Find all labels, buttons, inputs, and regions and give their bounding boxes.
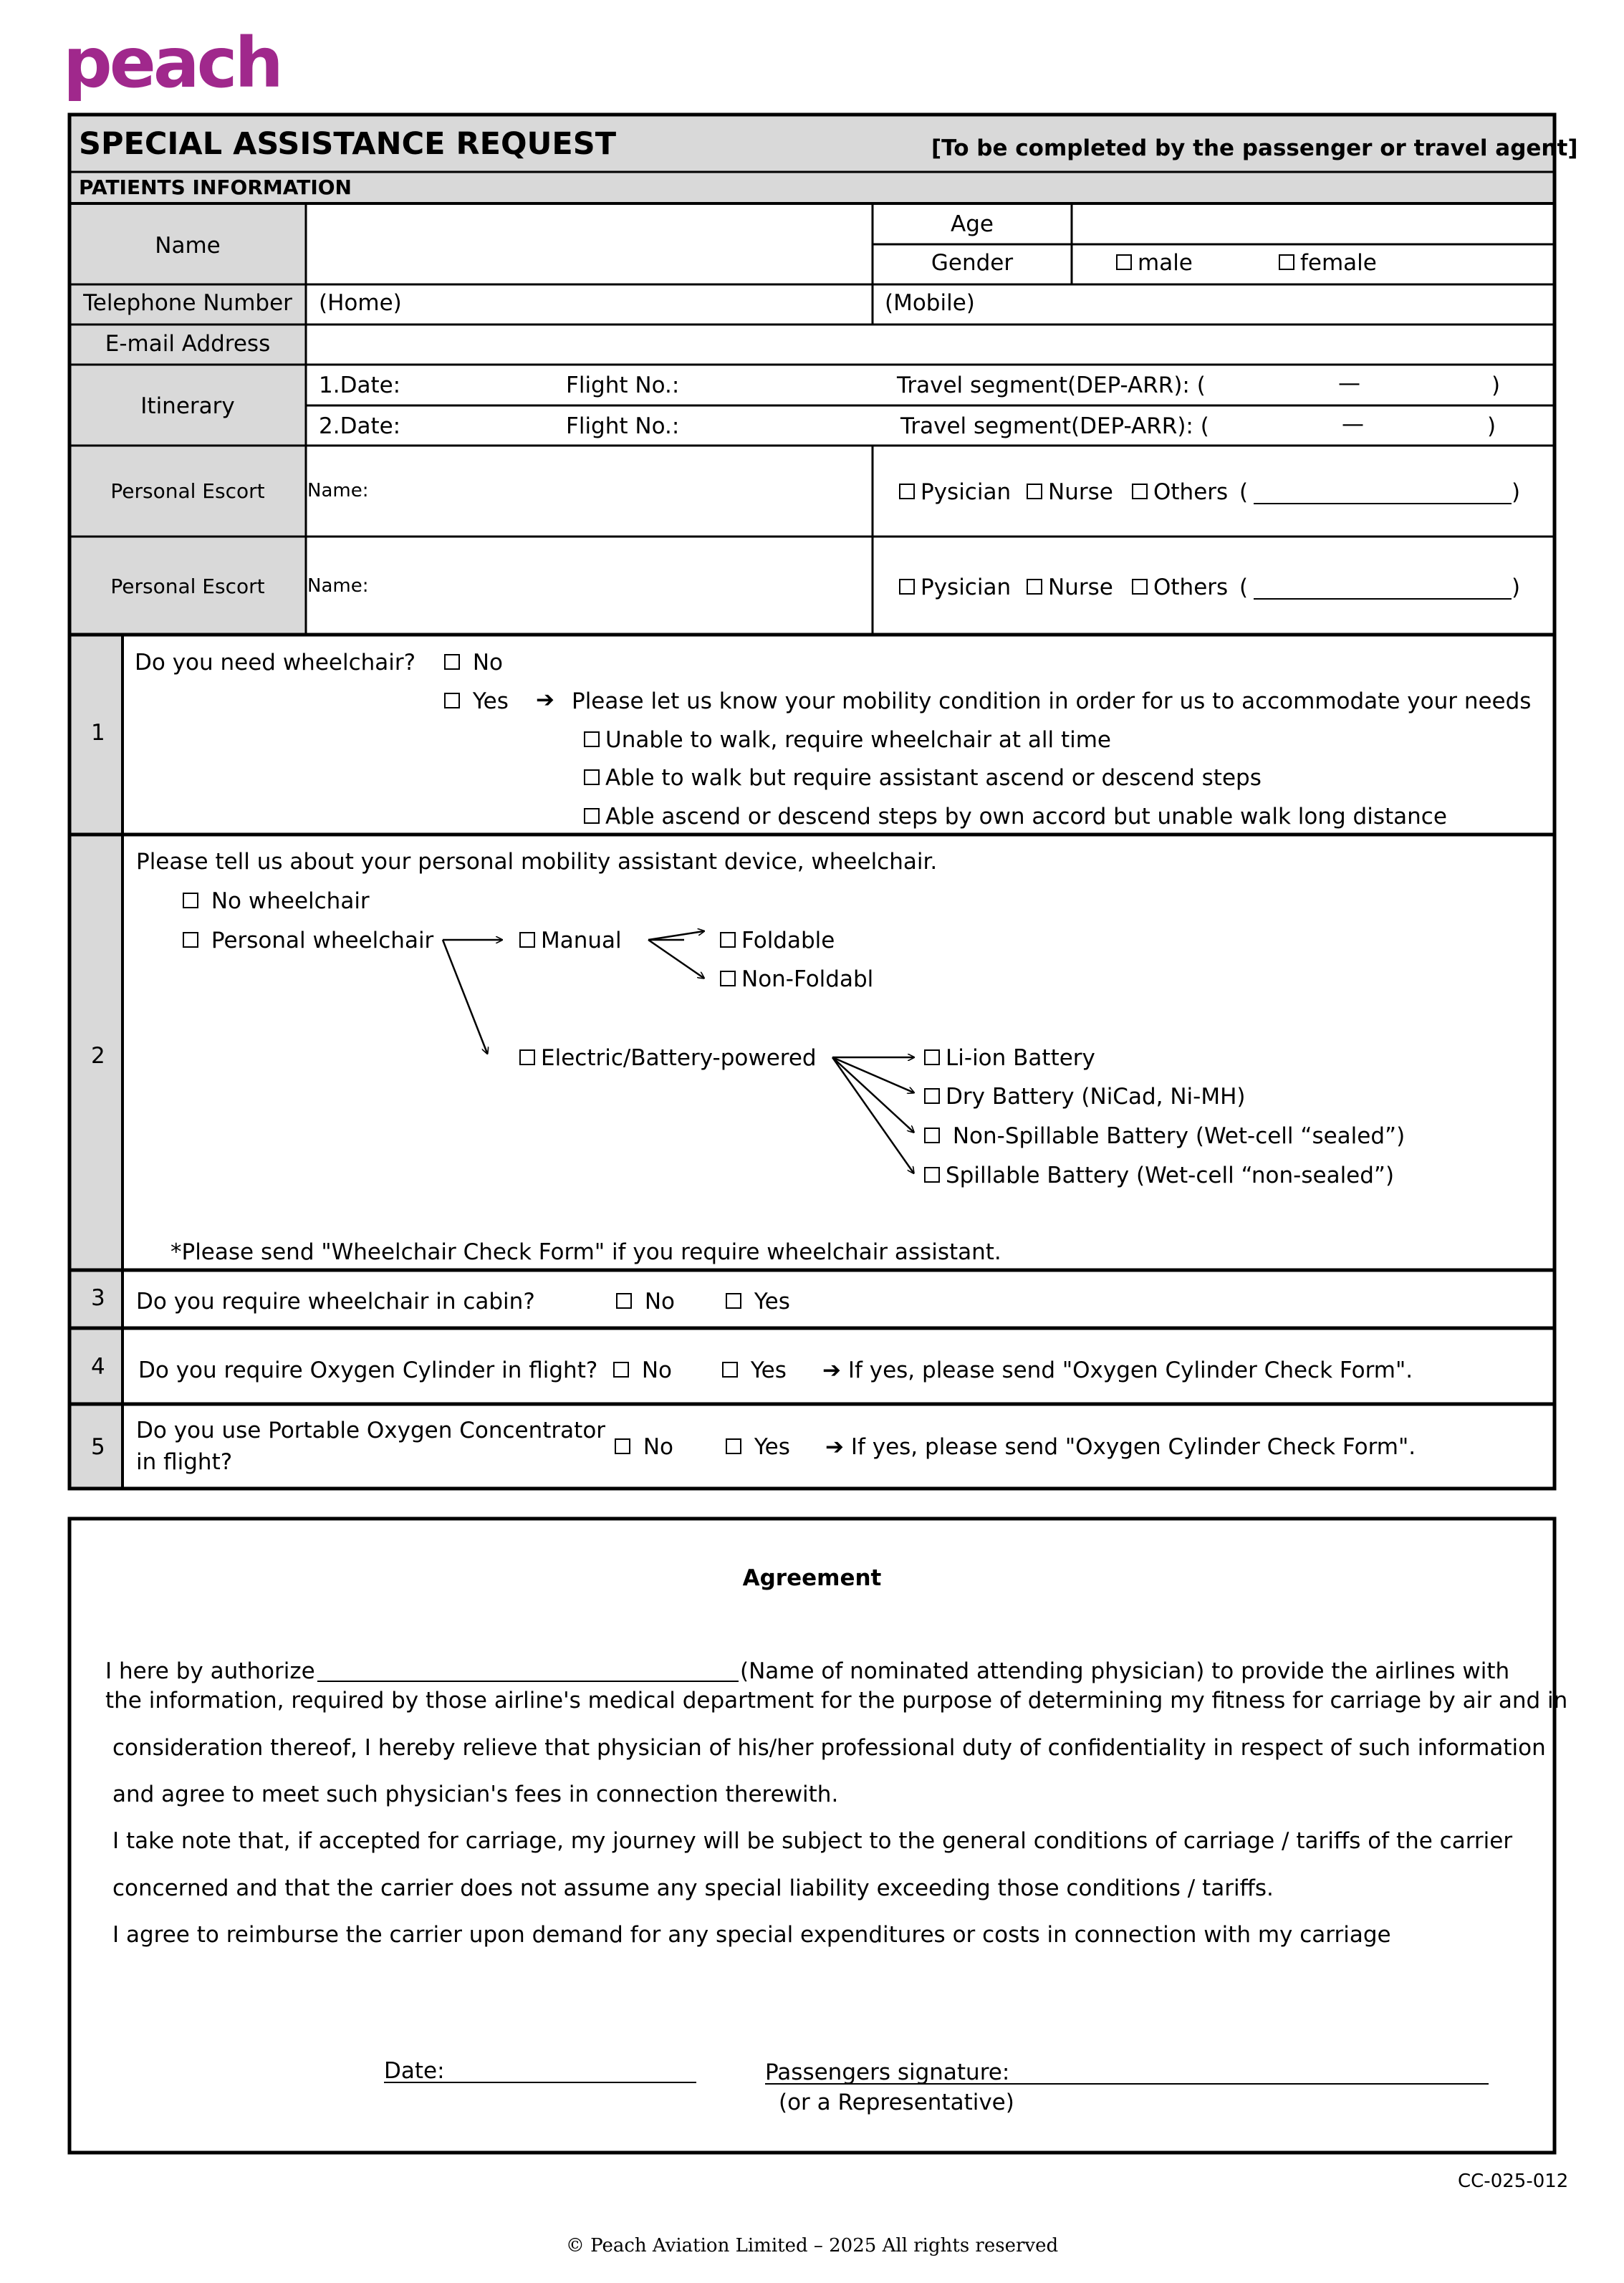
escort1-physician-label: Pysician (921, 479, 1012, 505)
q5-note: ➔ If yes, please send "Oxygen Cylinder Check Form". (825, 1434, 1416, 1460)
q1-yes-label: Yes (472, 688, 509, 714)
escort1-nurse-label: Nurse (1048, 479, 1113, 505)
q5-no-label: No (643, 1434, 674, 1460)
escort1-others-open: ( (1239, 479, 1249, 505)
q4-yes-option[interactable] (722, 1357, 787, 1383)
q2-electric-label: Electric/Battery-powered (541, 1045, 817, 1071)
gender-label: Gender (931, 250, 1014, 276)
email-label: E-mail Address (105, 331, 271, 357)
q4-yes-label: Yes (750, 1357, 787, 1383)
q1-option-3-label: Able ascend or descend steps by own accord but unable walk long distance (605, 804, 1447, 830)
q3-yes-option[interactable] (726, 1291, 790, 1313)
escort2-physician-label: Pysician (921, 575, 1012, 600)
escort1-name-field[interactable]: Name: (307, 480, 369, 501)
q2-personal-wheelchair-label: Personal wheelchair (211, 928, 434, 953)
escort1-others-label: Others (1153, 479, 1229, 505)
itinerary1-close: ) (1491, 373, 1501, 398)
q5-no-checkbox[interactable] (615, 1438, 630, 1454)
q2-number: 2 (91, 1043, 105, 1069)
agreement-line2: the information, required by those airline's medical department for the purpose of determining my fitness for carriage by air and in (105, 1688, 1568, 1714)
q1-no-label: No (472, 650, 504, 676)
peach-logo: peach (63, 23, 281, 103)
escort2-others-close: ) (1512, 575, 1521, 600)
male-label: male (1138, 250, 1193, 276)
q2-manual-label: Manual (541, 928, 622, 953)
q3-text: Do you require wheelchair in cabin? (136, 1289, 535, 1314)
section-title: PATIENTS INFORMATION (79, 176, 352, 199)
agreement-line4: and agree to meet such physician's fees in connection therewith. (112, 1782, 839, 1807)
name-label: Name (155, 233, 221, 259)
q2-battery-liion-label: Li-ion Battery (946, 1045, 1095, 1071)
q5-text-line1: Do you use Portable Oxygen Concentrator (136, 1418, 606, 1443)
itinerary2-date[interactable]: 2.Date: (319, 413, 401, 439)
q5-yes-option[interactable] (726, 1436, 790, 1458)
q3-no-checkbox[interactable] (616, 1293, 632, 1309)
q2-battery-dry-label: Dry Battery (NiCad, Ni-MH) (946, 1084, 1246, 1110)
date-field[interactable] (384, 2082, 696, 2083)
itinerary1-date[interactable]: 1.Date: (319, 373, 401, 398)
q3-number: 3 (91, 1285, 105, 1311)
escort2-nurse-label: Nurse (1048, 575, 1113, 600)
date-label: Date: (384, 2058, 445, 2084)
q5-number: 5 (91, 1434, 105, 1460)
q1-text: Do you need wheelchair? (135, 650, 416, 676)
q5-yes-label: Yes (754, 1434, 790, 1460)
home-phone-field[interactable]: (Home) (319, 290, 402, 316)
q3-no-label: No (644, 1289, 676, 1314)
itinerary2-flight[interactable]: Flight No.: (566, 413, 680, 439)
age-label: Age (951, 211, 994, 237)
q3-yes-label: Yes (754, 1289, 790, 1314)
agreement-title: Agreement (742, 1565, 882, 1591)
q1-option-2-label: Able to walk but require assistant ascend or descend steps (605, 765, 1262, 791)
q3-no-option[interactable] (616, 1291, 675, 1313)
escort2-others-label: Others (1153, 575, 1229, 600)
q4-yes-checkbox[interactable] (722, 1362, 738, 1378)
q4-note: ➔ If yes, please send "Oxygen Cylinder Check Form". (822, 1357, 1413, 1383)
escort2-name-field[interactable]: Name: (307, 575, 369, 597)
itinerary-label: Itinerary (140, 393, 235, 419)
agreement-line7: I agree to reimburse the carrier upon demand for any special expenditures or costs in connection with my carriage (112, 1922, 1391, 1948)
itinerary1-dash: — (1338, 370, 1360, 396)
q1-arrow-text: Please let us know your mobility condition in order for us to accommodate your needs (572, 688, 1532, 714)
itinerary2-close: ) (1487, 413, 1496, 439)
q4-no-option[interactable] (613, 1357, 673, 1383)
escort2-others-open: ( (1239, 575, 1249, 600)
q1-option-1-label: Unable to walk, require wheelchair at all time (605, 727, 1111, 753)
agreement-line6: concerned and that the carrier does not assume any special liability exceeding those conditions / tariffs. (112, 1875, 1274, 1901)
q4-number: 4 (91, 1354, 105, 1380)
form-title: SPECIAL ASSISTANCE REQUEST (79, 126, 617, 162)
q2-foldable-label: Foldable (741, 928, 835, 953)
q1-number: 1 (91, 720, 105, 746)
signature-label: Passengers signature: (765, 2059, 1010, 2085)
agreement-line1b: (Name of nominated attending physician) to provide the airlines with (740, 1658, 1510, 1684)
itinerary2-dash: — (1342, 411, 1364, 437)
q2-no-wheelchair-label: No wheelchair (211, 888, 370, 914)
itinerary1-segment[interactable]: Travel segment(DEP-ARR): ( (897, 373, 1206, 398)
q5-text-line2: in flight? (136, 1449, 233, 1475)
signature-field[interactable] (765, 2083, 1489, 2085)
telephone-label: Telephone Number (83, 290, 292, 316)
agreement-line5: I take note that, if accepted for carriage, my journey will be subject to the general conditions of carriage / tariffs of the carrier (112, 1828, 1513, 1854)
escort1-others-close: ) (1512, 479, 1521, 505)
q5-yes-checkbox[interactable] (726, 1438, 741, 1454)
female-label: female (1300, 250, 1377, 276)
q4-no-checkbox[interactable] (613, 1362, 629, 1378)
physician-name-field[interactable] (317, 1681, 739, 1682)
agreement-line1a: I here by authorize (105, 1658, 315, 1684)
itinerary2-segment[interactable]: Travel segment(DEP-ARR): ( (900, 413, 1209, 439)
escort2-label: Personal Escort (110, 575, 265, 598)
escort1-label: Personal Escort (110, 479, 265, 503)
mobile-phone-field[interactable]: (Mobile) (885, 290, 975, 316)
q4-no-label: No (641, 1357, 673, 1383)
q1-arrow-icon: ➔ (536, 687, 554, 713)
q2-text: Please tell us about your personal mobility assistant device, wheelchair. (136, 849, 938, 875)
form-subtitle: [To be completed by the passenger or travel agent] (931, 135, 1578, 161)
itinerary1-flight[interactable]: Flight No.: (566, 373, 680, 398)
form-code: CC-025-012 (1458, 2171, 1569, 2192)
representative-label: (or a Representative) (779, 2090, 1014, 2115)
agreement-line3: consideration thereof, I hereby relieve that physician of his/her professional duty of confidentiality in respect of such information (112, 1735, 1546, 1761)
q5-no-option[interactable] (615, 1436, 673, 1458)
q2-battery-nonspillable-label: Non-Spillable Battery (Wet-cell “sealed”) (952, 1123, 1406, 1149)
q2-note: *Please send "Wheelchair Check Form" if you require wheelchair assistant. (170, 1239, 1001, 1265)
copyright: © Peach Aviation Limited – 2025 All rights reserved (565, 2235, 1059, 2256)
q4-text: Do you require Oxygen Cylinder in flight? (138, 1357, 598, 1383)
q2-battery-spillable-label: Spillable Battery (Wet-cell “non-sealed”) (946, 1163, 1395, 1188)
q3-yes-checkbox[interactable] (726, 1293, 741, 1309)
q2-nonfoldable-label: Non-Foldabl (741, 966, 874, 992)
